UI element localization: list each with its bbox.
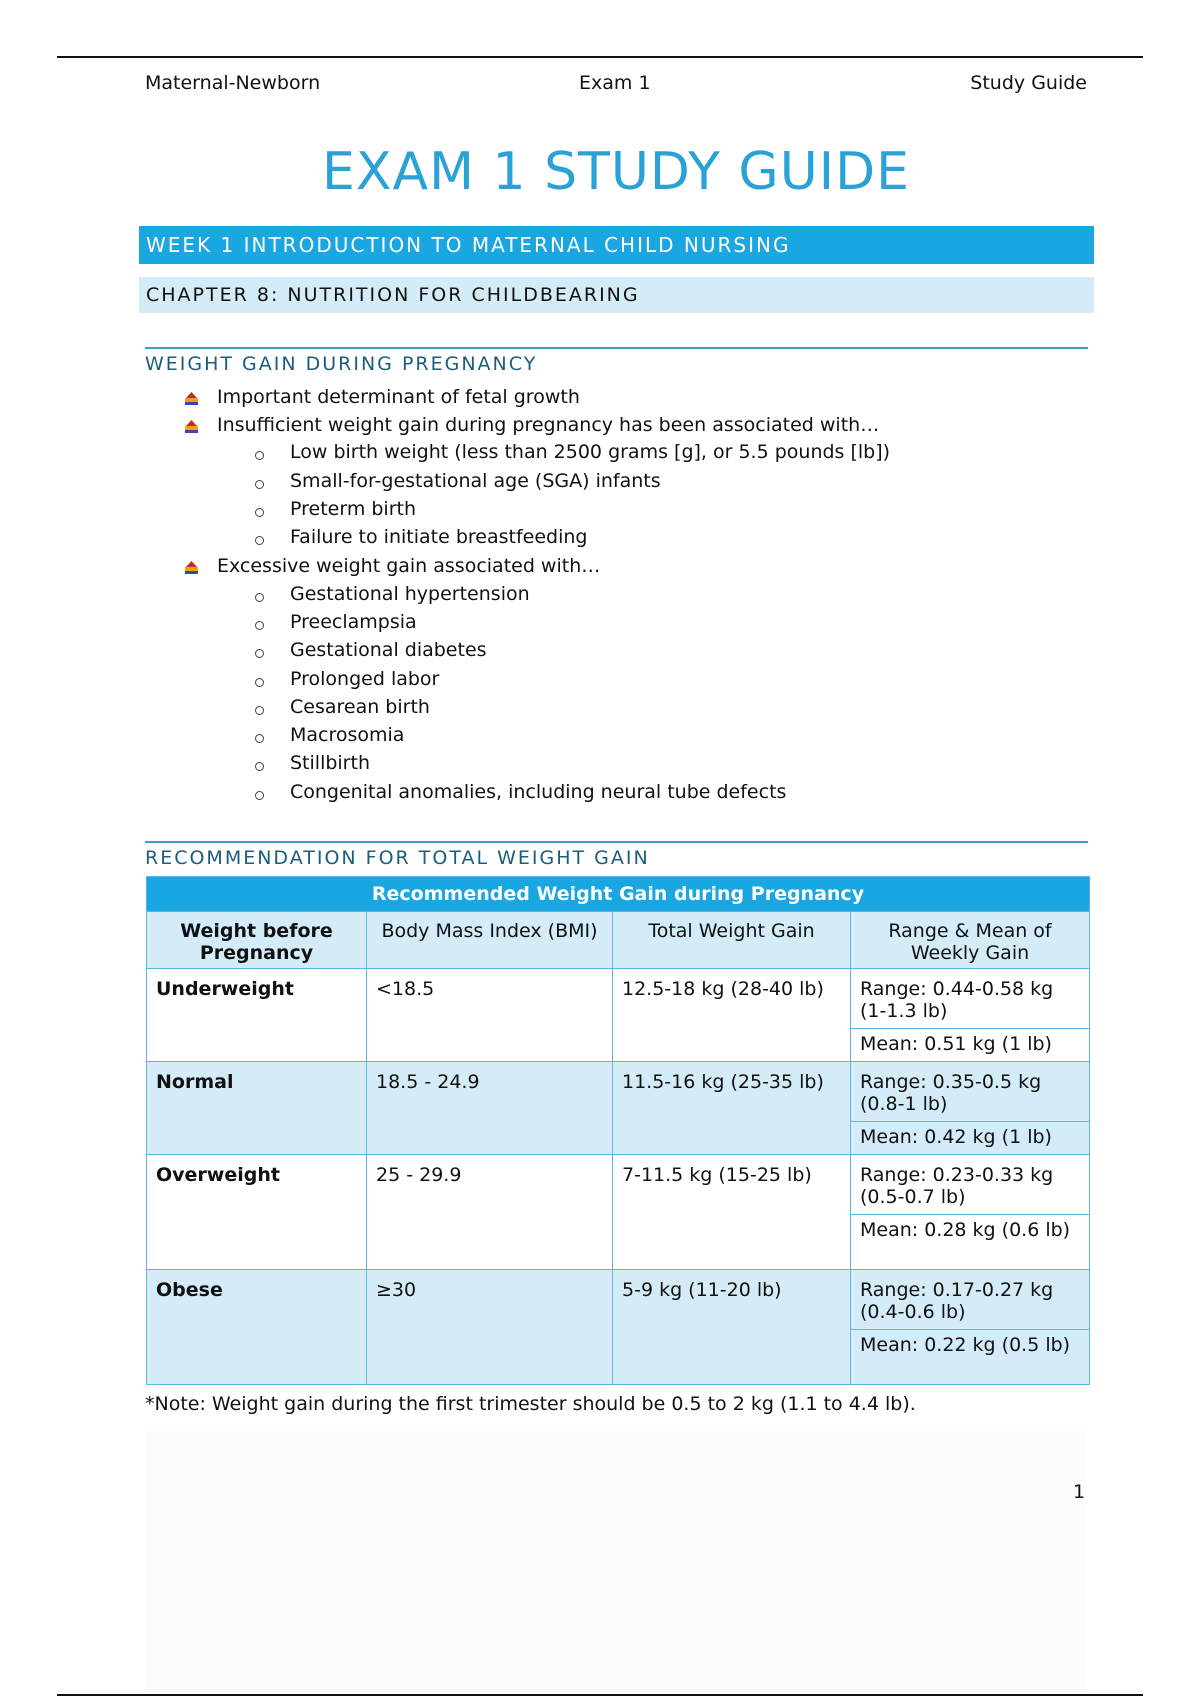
weekly-mean: Mean: 0.51 kg (1 lb) bbox=[851, 1028, 1089, 1061]
category-cell: Overweight bbox=[147, 1155, 367, 1270]
weekly-range: Range: 0.35-0.5 kg (0.8-1 lb) bbox=[860, 1071, 1042, 1115]
circle-bullet-icon bbox=[255, 706, 264, 715]
sub-list-item: Prolonged labor bbox=[290, 668, 440, 690]
sub-list-item: Macrosomia bbox=[290, 724, 405, 746]
arrow-bullet-icon bbox=[184, 419, 199, 434]
section-heading-recommendation: RECOMMENDATION FOR TOTAL WEIGHT GAIN bbox=[145, 841, 1088, 869]
weight-gain-table bbox=[146, 876, 1090, 1385]
list-item: Insufficient weight gain during pregnancy has been associated with… bbox=[217, 414, 880, 436]
header-right: Study Guide bbox=[970, 72, 1087, 94]
sub-list-item: Low birth weight (less than 2500 grams [g], or 5.5 pounds [lb]) bbox=[290, 441, 891, 463]
sub-list-item: Preeclampsia bbox=[290, 611, 417, 633]
page-shade bbox=[145, 1430, 1085, 1692]
list-item: Important determinant of fetal growth bbox=[217, 386, 580, 408]
sub-list-item: Cesarean birth bbox=[290, 696, 430, 718]
weekly-mean: Mean: 0.28 kg (0.6 lb) bbox=[851, 1214, 1089, 1247]
list-item: Excessive weight gain associated with… bbox=[217, 555, 601, 577]
document-title: EXAM 1 STUDY GUIDE bbox=[322, 142, 910, 202]
circle-bullet-icon bbox=[255, 536, 264, 545]
total-gain-cell: 7-11.5 kg (15-25 lb) bbox=[613, 1155, 851, 1270]
sub-list-item: Gestational diabetes bbox=[290, 639, 487, 661]
bmi-cell: 18.5 - 24.9 bbox=[367, 1062, 613, 1155]
circle-bullet-icon bbox=[255, 593, 264, 602]
table-header-row bbox=[147, 912, 1090, 969]
page-number: 1 bbox=[1073, 1481, 1086, 1503]
bmi-cell: ≥30 bbox=[367, 1270, 613, 1385]
weekly-gain-cell bbox=[851, 1270, 1090, 1385]
weekly-gain-cell bbox=[851, 1062, 1090, 1155]
top-rule bbox=[57, 56, 1143, 58]
column-header: Body Mass Index (BMI) bbox=[367, 912, 613, 969]
category-cell: Normal bbox=[147, 1062, 367, 1155]
page-header bbox=[145, 72, 1087, 98]
week-heading: WEEK 1 INTRODUCTION TO MATERNAL CHILD NURSING bbox=[139, 226, 1094, 264]
category-cell: Obese bbox=[147, 1270, 367, 1385]
header-center: Exam 1 bbox=[579, 72, 651, 94]
total-gain-cell: 12.5-18 kg (28-40 lb) bbox=[613, 969, 851, 1062]
circle-bullet-icon bbox=[255, 791, 264, 800]
table-note: *Note: Weight gain during the first trimester should be 0.5 to 2 kg (1.1 to 4.4 lb). bbox=[145, 1393, 916, 1415]
weekly-range: Range: 0.23-0.33 kg (0.5-0.7 lb) bbox=[860, 1164, 1054, 1208]
table-caption-row bbox=[147, 877, 1090, 912]
chapter-heading: CHAPTER 8: NUTRITION FOR CHILDBEARING bbox=[139, 277, 1094, 313]
circle-bullet-icon bbox=[255, 762, 264, 771]
sub-list-item: Gestational hypertension bbox=[290, 583, 530, 605]
circle-bullet-icon bbox=[255, 734, 264, 743]
circle-bullet-icon bbox=[255, 678, 264, 687]
sub-list-item: Stillbirth bbox=[290, 752, 370, 774]
weekly-range: Range: 0.44-0.58 kg (1-1.3 lb) bbox=[860, 978, 1054, 1022]
weekly-gain-cell bbox=[851, 1155, 1090, 1270]
column-header: Total Weight Gain bbox=[613, 912, 851, 969]
circle-bullet-icon bbox=[255, 508, 264, 517]
category-cell: Underweight bbox=[147, 969, 367, 1062]
sub-list-item: Failure to initiate breastfeeding bbox=[290, 526, 588, 548]
sub-list-item: Preterm birth bbox=[290, 498, 417, 520]
section-heading-weight-gain: WEIGHT GAIN DURING PREGNANCY bbox=[145, 347, 1088, 375]
arrow-bullet-icon bbox=[184, 560, 199, 575]
table-row bbox=[147, 969, 1090, 1062]
table-row bbox=[147, 1062, 1090, 1155]
bmi-cell: <18.5 bbox=[367, 969, 613, 1062]
weekly-mean: Mean: 0.42 kg (1 lb) bbox=[851, 1121, 1089, 1154]
table-row bbox=[147, 1270, 1090, 1385]
circle-bullet-icon bbox=[255, 451, 264, 460]
total-gain-cell: 11.5-16 kg (25-35 lb) bbox=[613, 1062, 851, 1155]
table-caption: Recommended Weight Gain during Pregnancy bbox=[147, 877, 1090, 912]
sub-list-item: Small-for-gestational age (SGA) infants bbox=[290, 470, 661, 492]
circle-bullet-icon bbox=[255, 480, 264, 489]
arrow-bullet-icon bbox=[184, 391, 199, 406]
column-header: Weight before Pregnancy bbox=[147, 912, 367, 969]
column-header: Range & Mean of Weekly Gain bbox=[851, 912, 1090, 969]
circle-bullet-icon bbox=[255, 649, 264, 658]
weekly-mean: Mean: 0.22 kg (0.5 lb) bbox=[851, 1329, 1089, 1362]
bottom-rule bbox=[57, 1694, 1143, 1696]
circle-bullet-icon bbox=[255, 621, 264, 630]
weekly-range: Range: 0.17-0.27 kg (0.4-0.6 lb) bbox=[860, 1279, 1054, 1323]
table-row bbox=[147, 1155, 1090, 1270]
sub-list-item: Congenital anomalies, including neural tube defects bbox=[290, 781, 787, 803]
total-gain-cell: 5-9 kg (11-20 lb) bbox=[613, 1270, 851, 1385]
bmi-cell: 25 - 29.9 bbox=[367, 1155, 613, 1270]
header-left: Maternal-Newborn bbox=[145, 72, 321, 94]
weekly-gain-cell bbox=[851, 969, 1090, 1062]
